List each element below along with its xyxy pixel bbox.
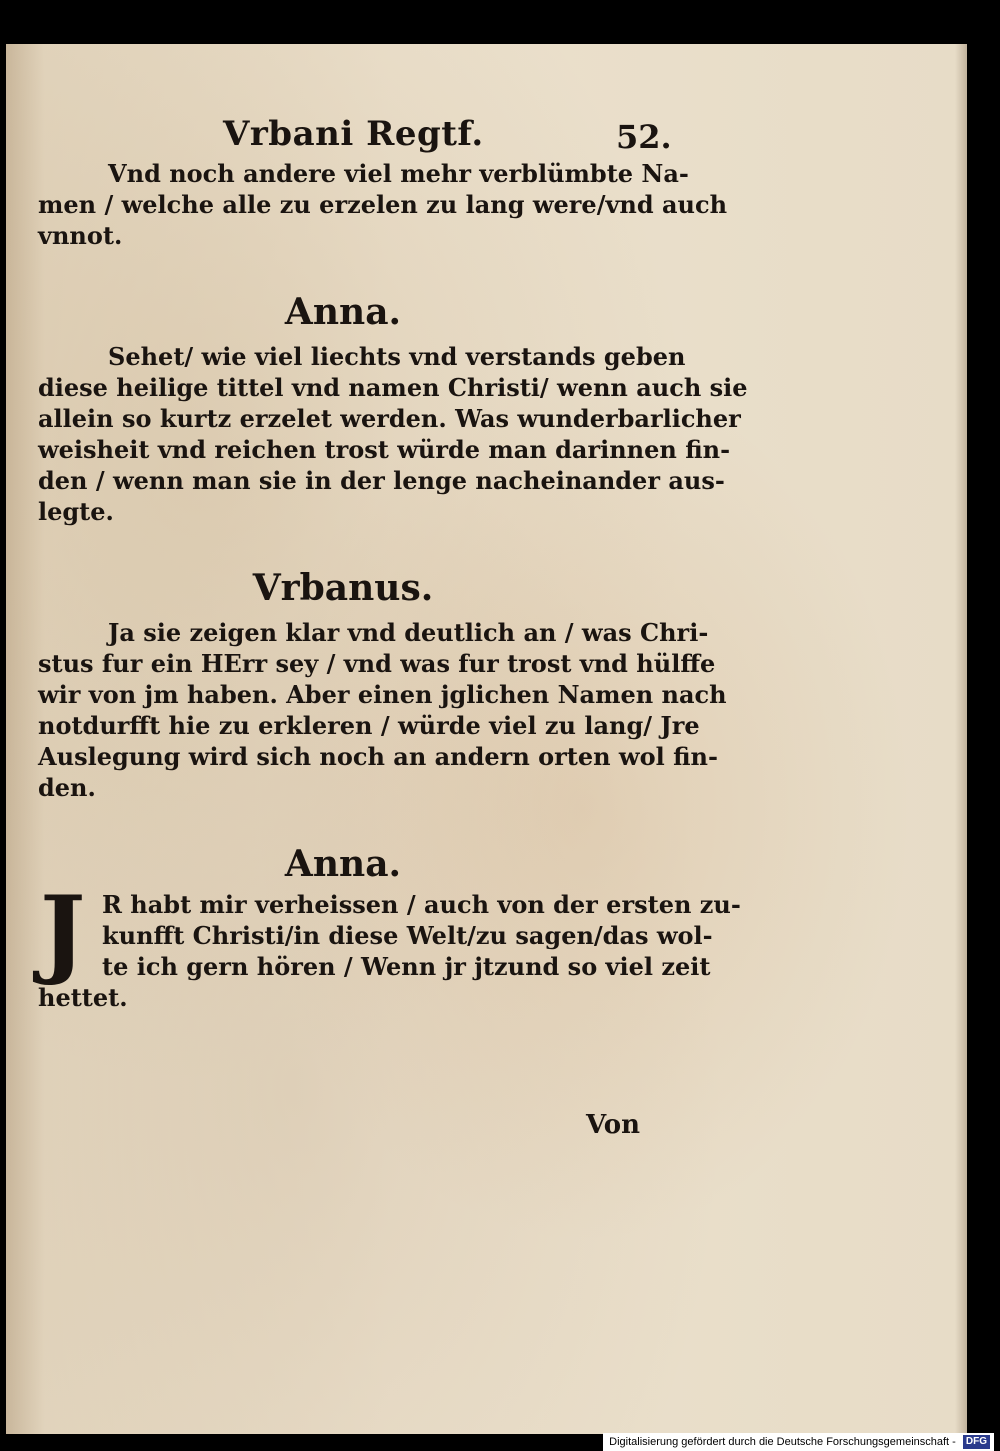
folio-number: 52. — [616, 118, 672, 156]
speaker-heading-anna: Anna. — [284, 843, 402, 885]
text-line: notdurfft hie zu erkleren / würde viel zu lang/ Jre — [38, 711, 700, 740]
text-line: Auslegung wird sich noch an andern orten wol fin- — [38, 742, 718, 771]
text-line: Ja sie zeigen klar vnd deutlich an / was Chri- — [108, 618, 709, 647]
text-line: weisheit vnd reichen trost würde man darinnen fin- — [38, 435, 731, 464]
catchword: Von — [586, 1110, 641, 1140]
text-line: R habt mir verheissen / auch von der ersten zu- — [102, 890, 741, 919]
text-line: legte. — [38, 497, 114, 526]
text-line: men / welche alle zu erzelen zu lang were/vnd auch — [38, 190, 728, 219]
text-line: te ich gern hören / Wenn jr jtzund so viel zeit — [102, 952, 711, 981]
text-line: den / wenn man sie in der lenge nacheinander aus- — [38, 466, 725, 495]
text-line: stus fur ein HErr sey / vnd was fur trost vnd hülffe — [38, 649, 716, 678]
speaker-heading-anna: Anna. — [284, 291, 402, 333]
text-line: wir von jm haben. Aber einen jglichen Namen nach — [38, 680, 727, 709]
page-edge-shadow — [955, 44, 967, 1434]
book-page — [6, 44, 967, 1434]
text-line: den. — [38, 773, 96, 802]
dfg-logo-icon: DFG — [963, 1435, 990, 1449]
running-title: Vrbani Regtf. — [223, 114, 484, 154]
credit-text: Digitalisierung gefördert durch die Deutsche Forschungsgemeinschaft - — [609, 1436, 956, 1448]
text-line: Sehet/ wie viel liechts vnd verstands geben — [108, 342, 686, 371]
text-line: allein so kurtz erzelet werden. Was wunderbarlicher — [38, 404, 741, 433]
drop-initial: J — [40, 875, 86, 988]
paragraph-3 — [38, 617, 727, 803]
text-line: Vnd noch andere viel mehr verblümbte Na- — [108, 159, 689, 188]
paragraph-1 — [38, 158, 728, 251]
paragraph-4 — [38, 875, 741, 1013]
paragraph-2 — [38, 341, 748, 527]
speaker-heading-vrbanus: Vrbanus. — [252, 567, 434, 609]
digitization-credit — [603, 1433, 994, 1451]
text-line: kunfft Christi/in diese Welt/zu sagen/das wol- — [102, 921, 713, 950]
text-block — [38, 106, 748, 1013]
text-line: vnnot. — [38, 221, 123, 250]
running-head — [38, 106, 672, 158]
text-line: diese heilige tittel vnd namen Christi/ wenn auch sie — [38, 373, 748, 402]
text-line: hettet. — [38, 983, 128, 1012]
